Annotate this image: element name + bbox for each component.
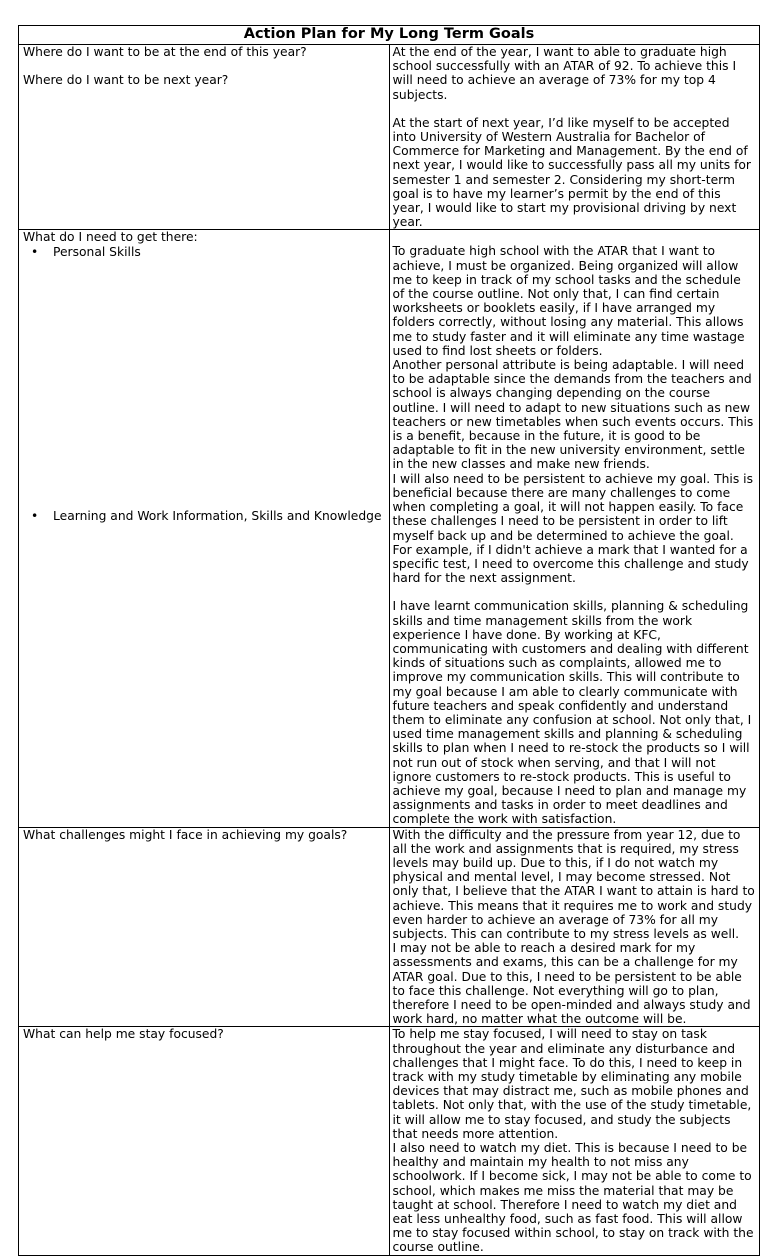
answer-paragraph: At the end of the year, I want to able to graduate high school successfully with an ATAR of 92. To achieve this I will need to achieve an average of 73% for my top 4 subjects.: [392, 45, 737, 102]
answer-cell: [389, 1027, 760, 1255]
list-item: • Learning and Work Information, Skills and Knowledge: [23, 509, 385, 523]
answer-paragraph: Another personal attribute is being adaptable. I will need to be adaptable since the demands from the teachers and school is always changing depending on the course outline. I will need to adapt to new situations such as new teachers or new timetables when such events occurs. This is a benefit, because in the future, it is good to be adaptable to fit in the new university environment, settle in the new classes and make new friends.: [392, 358, 754, 472]
question-cell: [19, 45, 390, 230]
answer-paragraph: To graduate high school with the ATAR that I want to achieve, I must be organized. Being organized will allow me to keep in track of my school tasks and the schedule of the course outline. Not only that, I can find certain worksheets or booklets easily, if I have arranged my folders correctly, without losing any material. This allows me to study faster and it will eliminate any time wastage used to find lost sheets or folders.: [392, 244, 745, 358]
bullet-list: [23, 245, 385, 259]
question-text: What challenges might I face in achieving my goals?: [23, 827, 348, 842]
list-item: • Personal Skills: [23, 245, 385, 259]
bullet-list: [23, 509, 385, 523]
answer-paragraph: I also need to watch my diet. This is because I need to be healthy and maintain my health to not miss any schoolwork. If I become sick, I may not be able to come to school, which makes me miss the material that may be taught at school. Therefore I need to watch my diet and eat less unhealthy food, such as fast food. This will allow me to stay focused within school, to stay on track with the course outline.: [392, 1141, 754, 1255]
question-cell: [19, 230, 390, 827]
question-text: What do I need to get there:: [23, 230, 198, 245]
question-text: Where do I want to be next year?: [23, 73, 229, 88]
answer-paragraph: With the difficulty and the pressure from year 12, due to all the work and assignments that is required, my stress levels may build up. Due to this, if I do not watch my physical and mental level, I may become stressed. Not only that, I believe that the ATAR I want to attain is hard to achieve. This means that it requires me to work and study even harder to achieve an average of 73% for all my subjects. This can contribute to my stress levels as well.: [392, 827, 755, 941]
answer-cell: [389, 45, 760, 230]
table-row: [19, 230, 760, 827]
question-cell: [19, 827, 390, 1027]
table-row: [19, 45, 760, 230]
question-text: What can help me stay focused?: [23, 1027, 224, 1042]
question-cell: [19, 1027, 390, 1255]
answer-paragraph: I may not be able to reach a desired mark for my assessments and exams, this can be a challenge for my ATAR goal. Due to this, I need to be persistent to be able to face this challenge. Not everything will go to plan, therefore I need to be open-minded and always study and work hard, no matter what the outcome will be.: [392, 941, 751, 1027]
answer-paragraph: I have learnt communication skills, planning & scheduling skills and time management skills from the work experience I have done. By working at KFC, communicating with customers and dealing with different kinds of situations such as complaints, allowed me to improve my communication skills. This will contribute to my goal because I am able to clearly communicate with future teachers and speak confidently and understand them to eliminate any confusion at school. Not only that, I used time management skills and planning & scheduling skills to plan when I need to re-stock the products so I will not run out of stock when serving, and that I will not ignore customers to re-stock products. This is useful to achieve my goal, because I need to plan and manage my assignments and tasks in order to meet deadlines and complete the work with satisfaction.: [392, 599, 752, 827]
table-row: [19, 827, 760, 1027]
answer-paragraph: To help me stay focused, I will need to stay on task throughout the year and eliminate any disturbance and challenges that I might face. To do this, I need to keep in track with my study timetable by eliminating any mobile devices that may distract me, such as mobile phones and tablets. Not only that, with the use of the study timetable, it will allow me to stay focused, and study the subjects that needs more attention.: [392, 1027, 752, 1141]
action-plan-table: [18, 25, 760, 1256]
answer-paragraph: At the start of next year, I’d like myself to be accepted into University of Western Australia for Bachelor of Commerce for Marketing and Management. By the end of next year, I would like to successfully pass all my units for semester 1 and semester 2. Considering my short-term goal is to have my learner’s permit by the end of this year, I would like to start my provisional driving by next year.: [392, 115, 751, 230]
table-row: [19, 1027, 760, 1255]
answer-cell: [389, 827, 760, 1027]
answer-cell: [389, 230, 760, 827]
document: [18, 25, 760, 1256]
answer-paragraph: I will also need to be persistent to achieve my goal. This is beneficial because there are many challenges to come when completing a goal, it will not happen easily. To face these challenges I need to be persistent in order to lift myself back up and be determined to achieve the goal. For example, if I didn't achieve a mark that I wanted for a specific test, I need to overcome this challenge and study hard for the next assignment.: [392, 471, 753, 586]
document-title: Action Plan for My Long Term Goals: [19, 26, 760, 45]
question-text: Where do I want to be at the end of this year?: [23, 45, 307, 59]
title-row: [19, 26, 760, 45]
